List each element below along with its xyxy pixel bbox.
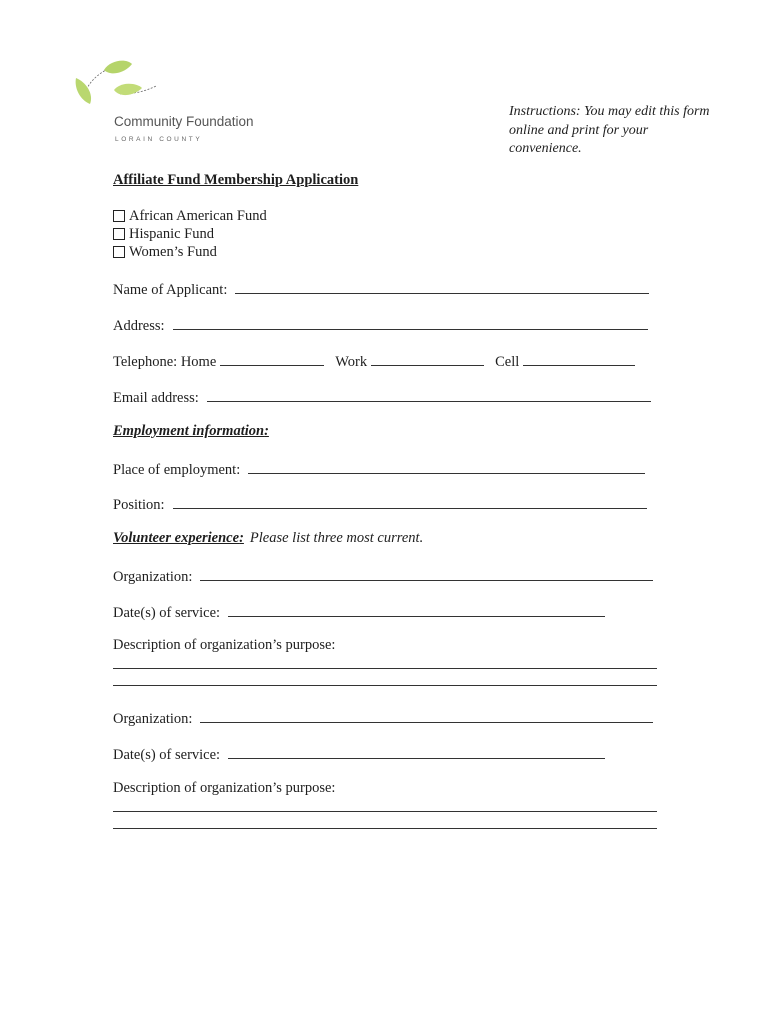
telephone-row (113, 351, 635, 371)
cell-phone-label: Cell (495, 354, 520, 370)
dates-of-service-field-2[interactable] (228, 744, 605, 759)
dates-of-service-row-1 (113, 602, 605, 622)
logo-subtitle: LORAIN COUNTY (115, 136, 203, 143)
dates-of-service-label: Date(s) of service: (113, 605, 221, 621)
email-field[interactable] (207, 387, 651, 402)
organization-label: Organization: (113, 569, 193, 585)
description-label: Description of organization’s purpose: (113, 637, 336, 653)
applicant-name-field[interactable] (235, 279, 649, 294)
applicant-name-row (113, 279, 649, 299)
address-field[interactable] (173, 315, 648, 330)
organization-row-1 (113, 566, 653, 586)
place-of-employment-label: Place of employment: (113, 462, 241, 478)
applicant-name-label: Name of Applicant: (113, 282, 228, 298)
volunteer-heading-row (113, 530, 423, 547)
fund-label: African American Fund (129, 207, 267, 224)
fund-option-african-american[interactable] (113, 207, 267, 225)
home-phone-field[interactable] (220, 351, 324, 366)
description-label: Description of organization’s purpose: (113, 780, 336, 796)
fund-label: Women’s Fund (129, 243, 217, 260)
organization-field-1[interactable] (200, 566, 653, 581)
address-label: Address: (113, 318, 165, 334)
position-field[interactable] (173, 494, 647, 509)
checkbox-hispanic[interactable] (113, 228, 125, 240)
organization-field-2[interactable] (200, 708, 653, 723)
fund-option-womens[interactable] (113, 243, 267, 261)
employment-heading-row (113, 423, 269, 440)
work-phone-label: Work (335, 354, 368, 370)
fund-checkbox-group (113, 207, 267, 261)
dates-of-service-row-2 (113, 744, 605, 764)
dates-of-service-label: Date(s) of service: (113, 747, 221, 763)
description-line-1a[interactable] (113, 668, 657, 669)
employment-heading-colon: : (264, 423, 269, 439)
description-row-2 (113, 780, 335, 797)
fund-option-hispanic[interactable] (113, 225, 267, 243)
position-label: Position: (113, 497, 165, 513)
description-line-2a[interactable] (113, 811, 657, 812)
description-row-1 (113, 637, 335, 654)
logo-name: Community Foundation (114, 114, 254, 129)
volunteer-heading: Volunteer experience (113, 530, 240, 546)
community-foundation-logo (70, 58, 280, 150)
instructions-text: Instructions: You may edit this form online and print for your convenience. (509, 104, 710, 156)
dates-of-service-field-1[interactable] (228, 602, 605, 617)
fund-label: Hispanic Fund (129, 225, 214, 242)
organization-row-2 (113, 708, 653, 728)
position-row (113, 494, 647, 514)
email-label: Email address: (113, 390, 199, 406)
work-phone-field[interactable] (371, 351, 484, 366)
employment-heading: Employment information (113, 423, 265, 439)
organization-label: Organization: (113, 711, 193, 727)
volunteer-heading-colon: : (239, 530, 244, 546)
volunteer-note: Please list three most current. (249, 530, 424, 546)
checkbox-african-american[interactable] (113, 210, 125, 222)
description-line-2b[interactable] (113, 828, 657, 829)
cell-phone-field[interactable] (523, 351, 635, 366)
address-row (113, 315, 648, 335)
description-line-1b[interactable] (113, 685, 657, 686)
place-of-employment-row (113, 459, 645, 479)
leaves-icon (70, 58, 180, 118)
form-title: Affiliate Fund Membership Application (113, 172, 359, 188)
email-row (113, 387, 651, 407)
place-of-employment-field[interactable] (248, 459, 645, 474)
telephone-home-label: Telephone: Home (113, 354, 217, 370)
checkbox-womens[interactable] (113, 246, 125, 258)
